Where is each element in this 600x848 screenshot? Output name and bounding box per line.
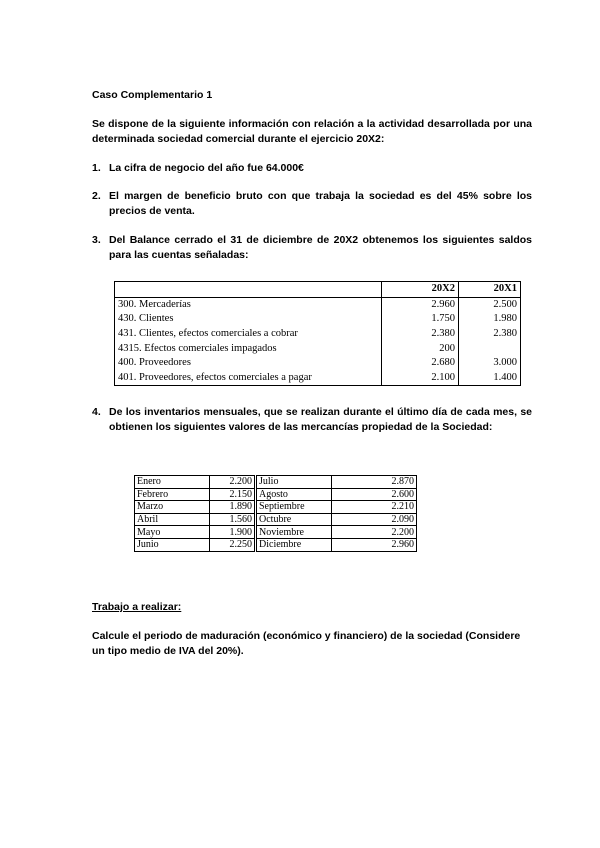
month-value: 1.900	[210, 526, 256, 539]
month-name: Septiembre	[256, 501, 332, 514]
month-value: 2.250	[210, 538, 256, 551]
table-row	[115, 341, 521, 356]
list-item-text: El margen de beneficio bruto con que trabaja la sociedad es del 45% sobre los precios de venta.	[109, 190, 532, 217]
list-item-number: 2.	[92, 190, 101, 202]
table-row	[115, 356, 521, 371]
month-name: Octubre	[256, 513, 332, 526]
month-name: Junio	[135, 538, 210, 551]
list-item-4	[92, 405, 532, 435]
inventory-table	[134, 475, 417, 552]
balance-header-20x2: 20X2	[382, 282, 459, 298]
month-value: 2.870	[332, 476, 417, 489]
month-name: Febrero	[135, 488, 210, 501]
month-value: 2.600	[332, 488, 417, 501]
month-name: Julio	[256, 476, 332, 489]
value-20x2: 2.100	[382, 371, 459, 386]
value-20x1: 1.400	[493, 371, 517, 383]
list-item-text: De los inventarios mensuales, que se realizan durante el último día de cada mes, se obtienen los siguientes valores de las mercancías propiedad de la Sociedad:	[109, 406, 532, 433]
balance-header-20x1: 20X1	[459, 282, 521, 298]
month-value: 2.150	[210, 488, 256, 501]
table-row	[135, 501, 417, 514]
month-name: Mayo	[135, 526, 210, 539]
value-20x2: 1.750	[382, 312, 459, 327]
table-row	[115, 371, 521, 386]
list-item-number: 3.	[92, 234, 101, 246]
list-item-2	[92, 189, 532, 219]
table-row	[135, 488, 417, 501]
account-name: 400. Proveedores	[115, 356, 382, 371]
month-name: Diciembre	[256, 538, 332, 551]
list-item-number: 4.	[92, 406, 101, 418]
case-title: Caso Complementario 1	[92, 89, 213, 101]
month-name: Agosto	[256, 488, 332, 501]
account-name: 430. Clientes	[115, 312, 382, 327]
value-20x1: 3.000	[493, 357, 517, 369]
value-20x2: 2.960	[382, 297, 459, 312]
month-value: 1.890	[210, 501, 256, 514]
month-name: Noviembre	[256, 526, 332, 539]
month-value: 2.960	[332, 538, 417, 551]
work-text: Calcule el periodo de maduración (económico y financiero) de la sociedad (Considere un tipo medio de IVA del 20%).	[92, 630, 521, 657]
intro-paragraph: Se dispone de la siguiente información con relación a la actividad desarrollada por una determinada sociedad comercial durante el ejercicio 20X2:	[92, 118, 532, 145]
account-name: 300. Mercaderías	[115, 297, 382, 312]
balance-header-account	[115, 282, 382, 298]
list-item-number: 1.	[92, 162, 101, 174]
account-name: 4315. Efectos comerciales impagados	[115, 341, 382, 356]
table-row	[135, 526, 417, 539]
table-row	[135, 538, 417, 551]
balance-header-row	[115, 282, 521, 298]
month-name: Enero	[135, 476, 210, 489]
value-20x2: 200	[382, 341, 459, 356]
table-row	[115, 312, 521, 327]
month-name: Abril	[135, 513, 210, 526]
month-value: 2.200	[332, 526, 417, 539]
month-value: 2.210	[332, 501, 417, 514]
list-item-text: La cifra de negocio del año fue 64.000€	[109, 162, 304, 174]
value-20x1: 2.380	[493, 328, 517, 340]
work-heading: Trabajo a realizar:	[92, 601, 182, 613]
table-row	[115, 327, 521, 342]
value-20x1	[459, 341, 521, 356]
list-item-3	[92, 233, 532, 263]
balance-table	[114, 281, 521, 386]
value-20x1: 2.500	[493, 298, 517, 310]
month-value: 2.090	[332, 513, 417, 526]
account-name: 431. Clientes, efectos comerciales a cobrar	[115, 327, 382, 342]
value-20x2: 2.680	[382, 356, 459, 371]
list-item-1	[92, 161, 532, 176]
list-item-text: Del Balance cerrado el 31 de diciembre de 20X2 obtenemos los siguientes saldos para las cuentas señaladas:	[109, 234, 532, 261]
table-row	[135, 476, 417, 489]
value-20x1: 1.980	[493, 313, 517, 325]
account-name: 401. Proveedores, efectos comerciales a pagar	[115, 371, 382, 386]
month-value: 2.200	[210, 476, 256, 489]
month-name: Marzo	[135, 501, 210, 514]
table-row	[135, 513, 417, 526]
table-row	[115, 297, 521, 312]
value-20x2: 2.380	[382, 327, 459, 342]
month-value: 1.560	[210, 513, 256, 526]
